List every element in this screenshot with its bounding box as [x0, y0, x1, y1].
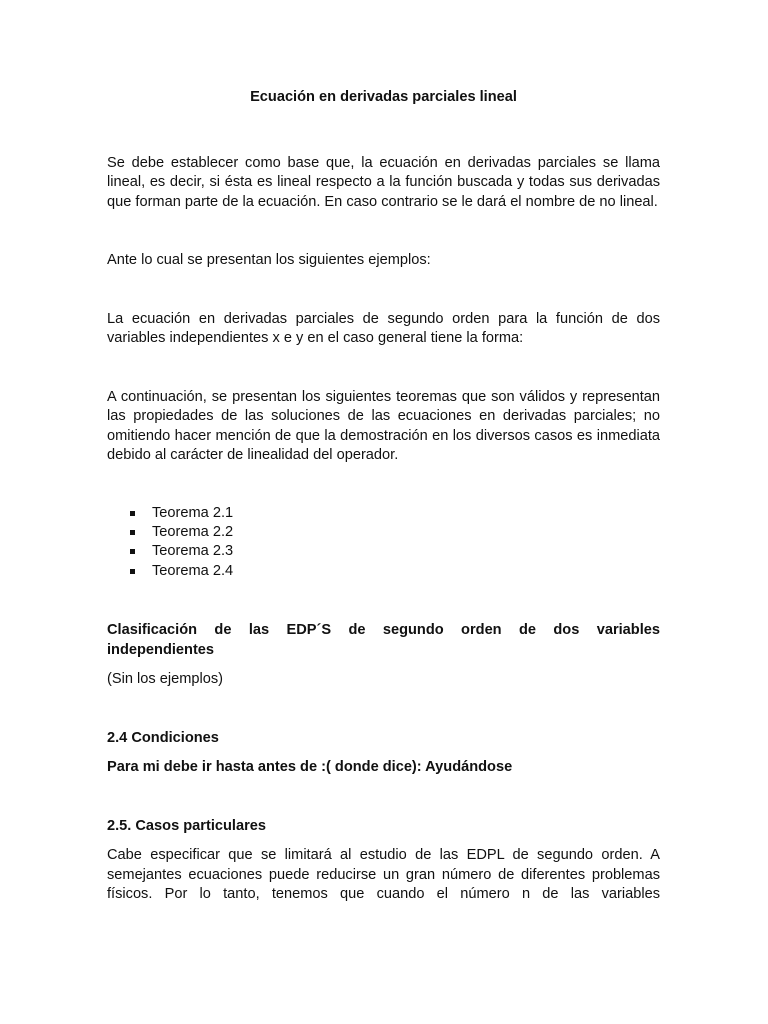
classification-note: (Sin los ejemplos): [107, 671, 223, 688]
theorem-label: Teorema 2.3: [152, 543, 234, 560]
list-item: [130, 542, 660, 561]
list-item: [130, 504, 660, 523]
classification-heading: [107, 621, 660, 660]
section-2-4-heading: 2.4 Condiciones: [107, 729, 219, 746]
list-item: [130, 523, 660, 542]
paragraph-examples-intro: Ante lo cual se presentan los siguientes ejemplos:: [107, 252, 431, 268]
square-bullet-icon: [130, 549, 135, 554]
section-2-5-heading: 2.5. Casos particulares: [107, 817, 266, 834]
list-item: [130, 562, 660, 581]
document-body: [107, 88, 660, 905]
theorem-list: [107, 504, 660, 582]
theorem-label: Teorema 2.4: [152, 562, 234, 579]
section-2-5-paragraph: Cabe especificar que se limitará al estudio de las EDPL de segundo orden. A semejantes ecuaciones puede reducirse un gran número de diferentes problemas físicos. Por lo tanto, tenemos que cuando el número n de las variables: [107, 847, 660, 903]
section-2-4-note: Para mi debe ir hasta antes de :( donde dice): Ayudándose: [107, 759, 513, 776]
paragraph-second-order-form: La ecuación en derivadas parciales de segundo orden para la función de dos variables independientes x e y en el caso general tiene la forma:: [107, 310, 660, 346]
paragraph-theorems-intro: A continuación, se presentan los siguientes teoremas que son válidos y representan las propiedades de las soluciones de las ecuaciones en derivadas parciales; no omitiendo hacer mención de que la demostración en los diversos casos es inmediata debido al carácter de linealidad del operador.: [107, 388, 660, 463]
square-bullet-icon: [130, 511, 135, 516]
square-bullet-icon: [130, 530, 135, 535]
classification-heading-line2: independientes: [107, 641, 215, 658]
paragraph-linear-definition: Se debe establecer como base que, la ecuación en derivadas parciales se llama lineal, es decir, si ésta es lineal respecto a la función buscada y todas sus derivadas que forman parte de la ecuación. En caso contrario se le dará el nombre de no lineal.: [107, 154, 660, 210]
square-bullet-icon: [130, 569, 135, 574]
theorem-label: Teorema 2.2: [152, 523, 234, 540]
document-title: Ecuación en derivadas parciales lineal: [250, 89, 517, 105]
classification-heading-line1: Clasificación de las EDP´S de segundo orden de dos variables: [107, 622, 660, 639]
theorem-label: Teorema 2.1: [152, 504, 234, 521]
